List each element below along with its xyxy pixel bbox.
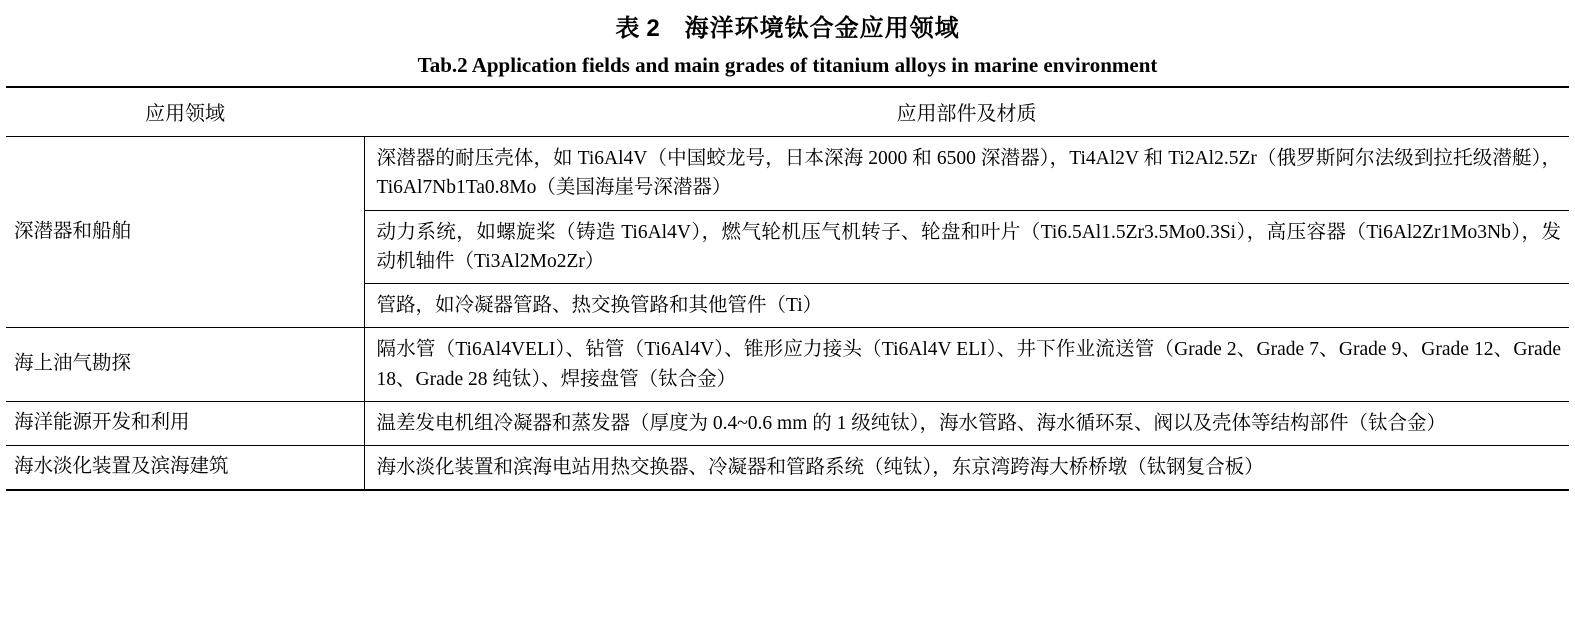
table-row bbox=[6, 328, 1569, 402]
caption-title-zh: 海洋环境钛合金应用领域 bbox=[684, 15, 960, 42]
row-item-cell: 海水淡化装置和滨海电站用热交换器、冷凝器和管路系统（纯钛），东京湾跨海大桥桥墩（钛钢复合板） bbox=[364, 446, 1569, 490]
table-bottom-rule bbox=[6, 489, 1569, 491]
row-item-cell: 管路，如冷凝器管路、热交换管路和其他管件（Ti） bbox=[364, 284, 1569, 328]
table-row bbox=[6, 137, 1569, 211]
caption-label: 表 bbox=[615, 15, 641, 42]
header-cell-components: 应用部件及材质 bbox=[364, 87, 1569, 137]
row-field-label: 深潜器和船舶 bbox=[14, 220, 132, 242]
application-fields-table bbox=[6, 86, 1569, 489]
table-caption-zh bbox=[0, 8, 1575, 43]
row-item-cell: 温差发电机组冷凝器和蒸发器（厚度为 0.4~0.6 mm 的 1 级纯钛），海水管路、海水循环泵、阀以及壳体等结构部件（钛合金） bbox=[364, 401, 1569, 445]
row-item-cell: 隔水管（Ti6Al4VELI）、钻管（Ti6Al4V）、锥形应力接头（Ti6Al4V ELI）、井下作业流送管（Grade 2、Grade 7、Grade 9、Grade 12、Grade 18、Grade 28 纯钛）、焊接盘管（钛合金） bbox=[364, 328, 1569, 402]
header-cell-field: 应用领域 bbox=[6, 87, 364, 137]
row-field-label: 海水淡化装置及滨海建筑 bbox=[6, 446, 364, 490]
caption-number: 2 bbox=[646, 15, 661, 42]
table-caption-en: Tab.2 Application fields and main grades of titanium alloys in marine environment bbox=[417, 53, 1158, 77]
table-header-row bbox=[6, 87, 1569, 137]
document-page bbox=[0, 8, 1575, 628]
row-item-cell: 动力系统，如螺旋桨（铸造 Ti6Al4V），燃气轮机压气机转子、轮盘和叶片（Ti6.5Al1.5Zr3.5Mo0.3Si），高压容器（Ti6Al2Zr1Mo3Nb），发动机轴件（Ti3Al2Mo2Zr） bbox=[364, 210, 1569, 284]
table-row bbox=[6, 401, 1569, 445]
row-field-label: 海洋能源开发和利用 bbox=[6, 401, 364, 445]
row-field-label: 海上油气勘探 bbox=[6, 328, 364, 402]
row-item-cell: 深潜器的耐压壳体，如 Ti6Al4V（中国蛟龙号，日本深海 2000 和 6500 深潜器），Ti4Al2V 和 Ti2Al2.5Zr（俄罗斯阿尔法级到拉托级潜艇），Ti6Al7Nb1Ta0.8Mo（美国海崖号深潜器） bbox=[364, 137, 1569, 211]
table-row bbox=[6, 446, 1569, 490]
